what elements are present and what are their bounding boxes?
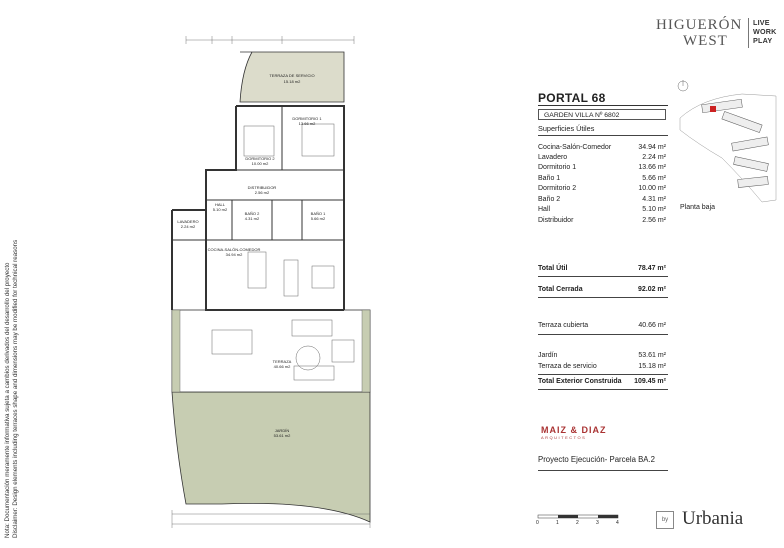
room-row: [538, 195, 666, 205]
room-value: 4.31 m²: [642, 196, 666, 203]
total-exterior-label: Total Exterior Construida: [538, 378, 622, 385]
totals-divider-3: [538, 334, 668, 335]
terrace-right-strip: [362, 310, 370, 392]
room-label: Lavadero: [538, 154, 568, 161]
key-plan-marker: [710, 106, 716, 112]
room-label: Cocina-Salón-Comedor: [538, 144, 612, 151]
scale-tick: 3: [596, 520, 599, 526]
plan-area-bano1: 5.66 m2: [310, 216, 326, 221]
room-value: 5.10 m²: [642, 206, 666, 213]
plan-label-dormitorio1: DORMITORIO 1: [292, 116, 322, 121]
total-cerrada-value: 92.02 m²: [637, 286, 666, 293]
room-value: 13.66 m²: [638, 164, 666, 171]
total-exterior-value: 109.45 m²: [634, 378, 666, 385]
total-util-value: 78.47 m²: [637, 265, 666, 272]
room-label: Distribuidor: [538, 217, 574, 224]
room-row: [538, 163, 666, 173]
plan-area-jardin: 53.61 m2: [273, 433, 291, 438]
terraza-servicio-row: [538, 362, 666, 372]
room-label: Baño 2: [538, 196, 561, 203]
plan-area-cocina: 34.94 m2: [225, 252, 243, 257]
jardin-label: Jardín: [538, 352, 558, 359]
project-underline: [538, 470, 668, 471]
room-value: 2.56 m²: [642, 217, 666, 224]
room-value: 5.66 m²: [642, 175, 666, 182]
room-value: 10.00 m²: [638, 185, 666, 192]
room-row: [538, 153, 666, 163]
totals-divider-2: [538, 297, 668, 298]
logo-tag-live: LIVE: [753, 18, 770, 27]
villa-number: GARDEN VILLA Nº 6802: [538, 109, 666, 120]
garden-area: [172, 392, 370, 522]
urbania-name: Urbania: [682, 508, 744, 529]
room-label: Dormitorio 1: [538, 164, 577, 171]
plan-area-distribuidor: 2.56 m2: [254, 190, 270, 195]
scale-tick: 2: [576, 520, 579, 526]
logo-divider: [748, 18, 749, 48]
architect-sub: ARQUITECTOS: [541, 435, 587, 440]
totals-divider-5: [538, 389, 668, 390]
plan-label-distribuidor: DISTRIBUIDOR: [247, 185, 277, 190]
plan-label-hall: HALL: [214, 202, 226, 207]
terraza-cubierta-row: [538, 321, 666, 331]
scale-bar: [536, 512, 626, 528]
top-dimension: [186, 36, 354, 44]
urbania-logo: [656, 508, 776, 532]
terraza-cubierta-label: Terraza cubierta: [538, 322, 589, 329]
disclaimer: [4, 178, 20, 538]
jardin-row: [538, 351, 666, 361]
room-row: [538, 216, 666, 226]
portal-underline: [538, 105, 668, 106]
total-util-label: Total Útil: [538, 265, 568, 272]
terrace-area: [172, 310, 370, 392]
higueron-west-logo: [656, 14, 776, 54]
plan-label-cocina: COCINA-SALÓN-COMEDOR: [207, 247, 261, 252]
superficies-title: Superficies Útiles: [538, 124, 595, 133]
project-title: Proyecto Ejecución- Parcela BA.2: [538, 455, 656, 464]
scale-tick: 0: [536, 520, 539, 526]
totals-divider-1: [538, 276, 668, 277]
room-row: [538, 205, 666, 215]
superficies-divider: [538, 135, 668, 136]
key-plan: [672, 78, 780, 208]
total-util-row: [538, 264, 666, 274]
plan-label-terraza: TERRAZA: [272, 359, 292, 364]
plan-label-bano2: BAÑO 2: [244, 211, 260, 216]
total-exterior-row: [538, 377, 666, 387]
room-value: 2.24 m²: [642, 154, 666, 161]
bottom-dimension: [172, 510, 370, 528]
terraza-servicio-value: 15.18 m²: [638, 363, 666, 370]
walls: [172, 106, 344, 310]
terraza-servicio-label: Terraza de servicio: [538, 363, 597, 370]
disclaimer-line-es: Nota: Documentación meramente informativa sujeta a cambios derivados del desarrollo del proyecto: [4, 262, 11, 538]
architect-name: MAIZ & DIAZ: [541, 425, 607, 435]
plan-area-terraza: 40.66 m2: [273, 364, 291, 369]
terrace-left-strip: [172, 310, 180, 392]
plan-area-hall: 5.10 m2: [212, 207, 228, 212]
architect-logo: [541, 425, 621, 441]
totals-divider-4: [538, 374, 668, 375]
room-label: Dormitorio 2: [538, 185, 577, 192]
room-row: [538, 174, 666, 184]
jardin-value: 53.61 m²: [638, 352, 666, 359]
scale-tick: 4: [616, 520, 619, 526]
plan-label-bano1: BAÑO 1: [310, 211, 326, 216]
plan-area-bano2: 4.31 m2: [244, 216, 260, 221]
key-plan-label: Planta baja: [680, 204, 716, 211]
total-cerrada-row: [538, 285, 666, 295]
plan-area-dormitorio1: 13.66 m2: [298, 121, 316, 126]
floor-plan: [162, 30, 402, 540]
logo-tag-work: WORK: [753, 27, 777, 36]
room-value: 34.94 m²: [638, 144, 666, 151]
room-label: Hall: [538, 206, 551, 213]
plan-label-lavadero: LAVADERO: [177, 219, 199, 224]
room-row: [538, 184, 666, 194]
plan-area-dormitorio2: 10.00 m2: [251, 161, 269, 166]
plan-label-dormitorio2: DORMITORIO 2: [245, 156, 275, 161]
total-cerrada-label: Total Cerrada: [538, 286, 583, 293]
logo-tag-play: PLAY: [753, 36, 773, 45]
plan-area-lavadero: 2.24 m2: [180, 224, 196, 229]
plan-label-terraza-servicio: TERRAZA DE SERVICIO: [269, 73, 315, 78]
room-row: [538, 143, 666, 153]
plan-area-terraza-servicio: 15.18 m2: [283, 79, 301, 84]
terraza-cubierta-value: 40.66 m²: [638, 322, 666, 329]
room-label: Baño 1: [538, 175, 561, 182]
logo-brand-line1: HIGUERÓN: [656, 17, 743, 33]
urbania-by-box: by: [656, 511, 674, 529]
scale-tick: 1: [556, 520, 559, 526]
logo-brand-line2: WEST: [683, 33, 728, 49]
plan-label-jardin: JARDÍN: [274, 428, 290, 433]
disclaimer-line-en: Disclaimer: Design elements including terraces shape and dimensions may be modified for technical reasons: [12, 239, 19, 538]
portal-title: PORTAL 68: [538, 91, 606, 105]
